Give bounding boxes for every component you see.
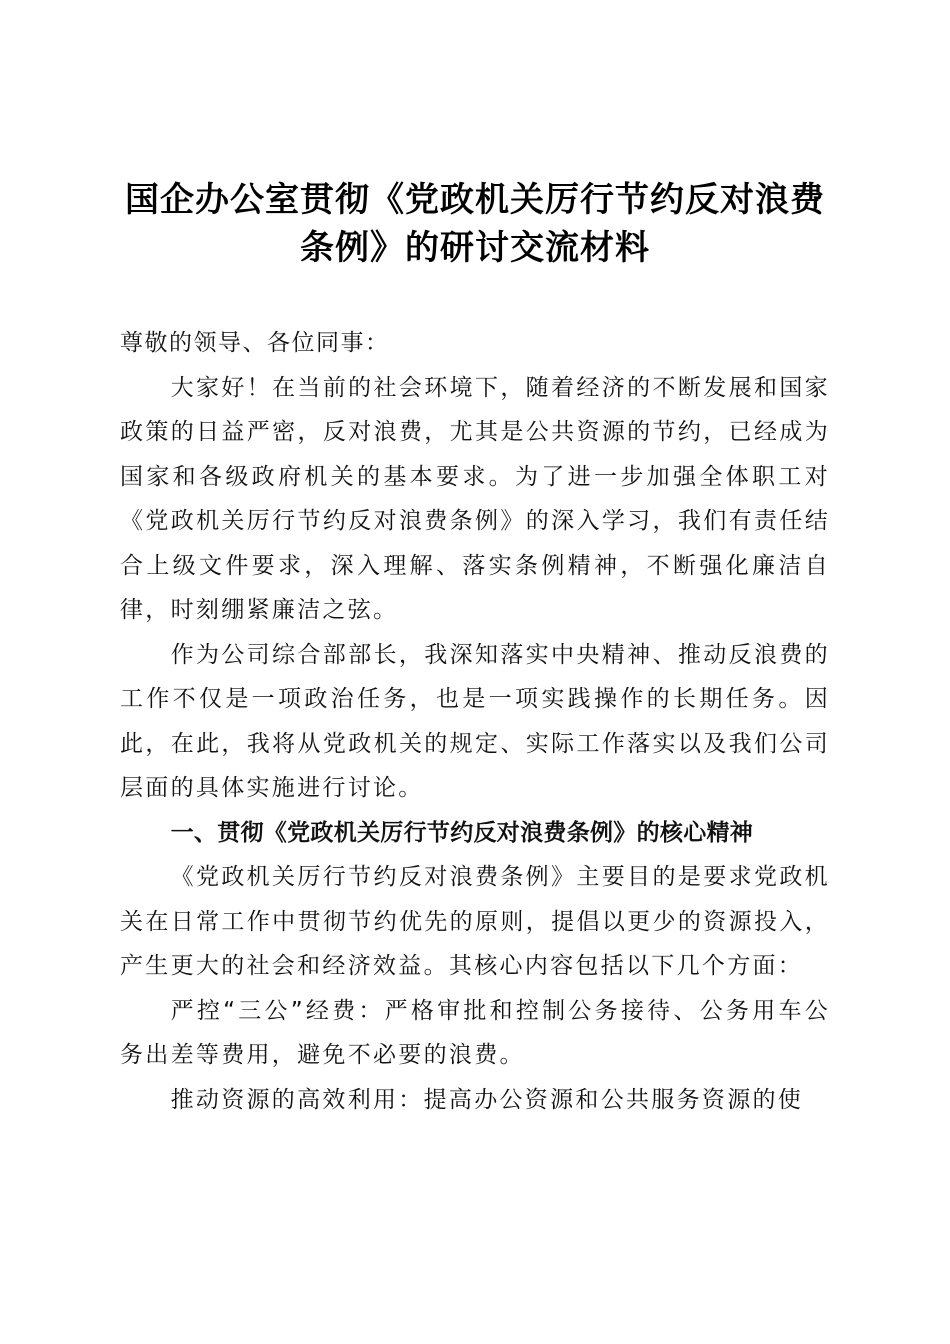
paragraph-three-public-expenses: 严控“三公”经费：严格审批和控制公务接待、公务用车公务出差等费用，避免不必要的浪费。 xyxy=(120,997,830,1068)
document-title xyxy=(100,176,850,272)
paragraph-introduction: 作为公司综合部部长，我深知落实中央精神、推动反浪费的工作不仅是一项政治任务，也是一项实践操作的长期任务。因此，在此，我将从党政机关的规定、实际工作落实以及我们公司层面的具体实施进行讨论。 xyxy=(120,641,830,801)
paragraph-resource-efficiency: 推动资源的高效利用：提高办公资源和公共服务资源的使 xyxy=(170,1086,804,1113)
title-line-1: 国企办公室贯彻《党政机关厉行节约反对浪费 xyxy=(125,180,825,220)
title-line-2: 条例》的研讨交流材料 xyxy=(300,228,650,268)
paragraph-greeting: 大家好！在当前的社会环境下，随着经济的不断发展和国家政策的日益严密，反对浪费，尤其是公共资源的节约，已经成为国家和各级政府机关的基本要求。为了进一步加强全体职工对《党政机关厉行节约反对浪费条例》的深入学习，我们有责任结合上级文件要求，深入理解、落实条例精神，不断强化廉洁自律，时刻绷紧廉洁之弦。 xyxy=(120,374,830,623)
section-heading-1: 一、贯彻《党政机关厉行节约反对浪费条例》的核心精神 xyxy=(170,819,754,846)
paragraph-core-spirit: 《党政机关厉行节约反对浪费条例》主要目的是要求党政机关在日常工作中贯彻节约优先的原则，提倡以更少的资源投入，产生更大的社会和经济效益。其核心内容包括以下几个方面： xyxy=(120,864,830,979)
document-body xyxy=(120,321,830,1122)
salutation: 尊敬的领导、各位同事： xyxy=(120,330,390,356)
